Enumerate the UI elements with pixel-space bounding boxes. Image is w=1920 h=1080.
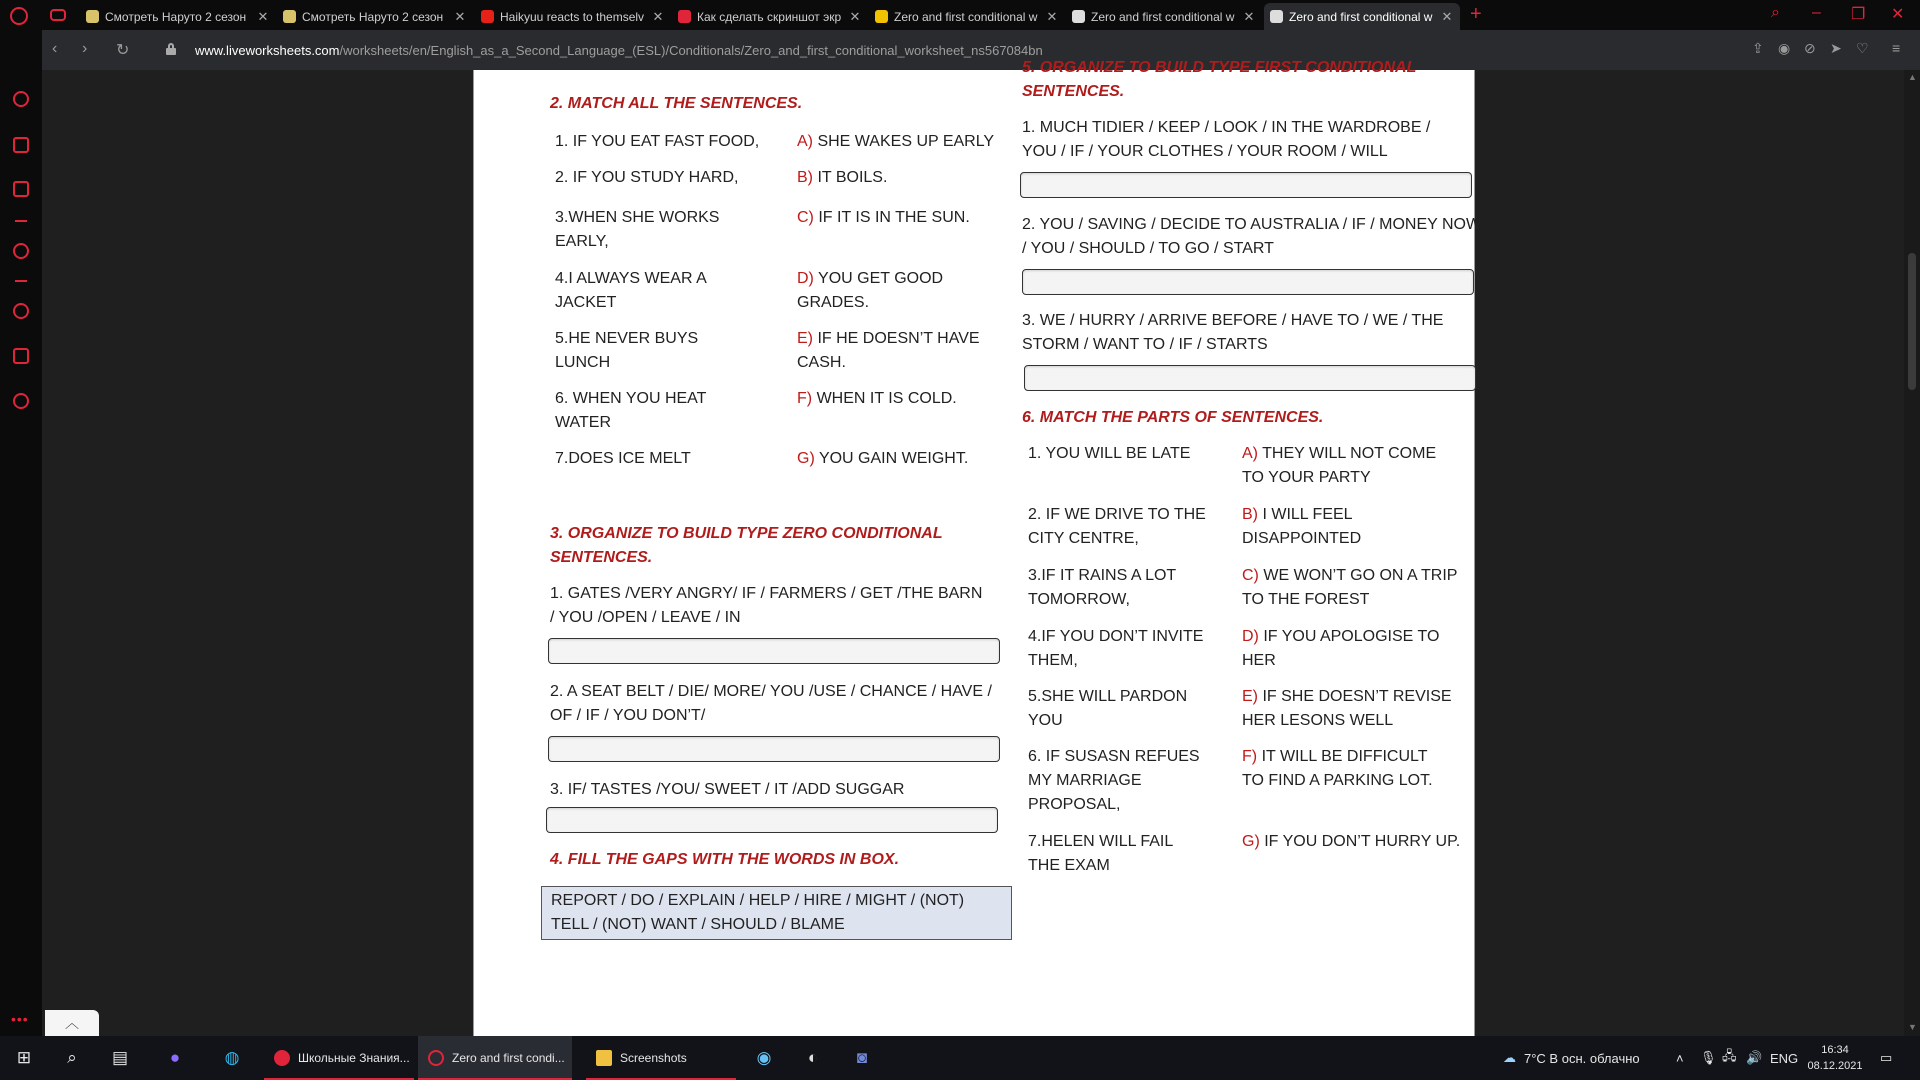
tab[interactable] [869,3,1065,30]
tab[interactable] [80,3,276,30]
sec6-right-4 [1242,625,1472,673]
option-letter: C) [797,209,814,226]
language-indicator[interactable]: ENG [1770,1050,1799,1066]
option-text: IT WILL BE DIFFICULT TO FIND A PARKING LOT. [1242,748,1433,789]
url-field[interactable] [195,43,1043,58]
sec2-right-7 [797,447,997,471]
opera-icon [428,1050,444,1066]
tab-active[interactable] [1264,3,1460,30]
tab-title: Zero and first conditional w [894,9,1038,24]
section6-title: 6. MATCH THE PARTS OF SENTENCES. [1022,409,1324,426]
sec2-right-3 [797,206,997,230]
taskbar-app-label: Screenshots [620,1051,687,1065]
tab-close-icon[interactable]: ✕ [257,8,269,24]
sec5-item-3: 3. WE / HURRY / ARRIVE BEFORE / HAVE TO / WE / THE STORM / WANT TO / IF / STARTS [1022,312,1444,353]
tab-close-icon[interactable]: ✕ [454,8,466,24]
sec3-item-1: 1. GATES /VERY ANGRY/ IF / FARMERS / GET /THE BARN / YOU /OPEN / LEAVE / IN [550,585,983,626]
twitch-icon[interactable] [13,181,29,197]
option-letter: D) [1242,628,1259,645]
tab[interactable] [475,3,671,30]
option-letter: F) [1242,748,1258,765]
sec2-left-2: 2. IF YOU STUDY HARD, [555,169,739,186]
discord-icon[interactable]: ◙ [856,1048,868,1067]
alice-assistant-icon[interactable]: ● [169,1048,181,1067]
tab-favicon-icon [678,10,691,23]
scroll-up-icon[interactable]: ▲ [1908,72,1917,82]
tab-title: Zero and first conditional w [1091,9,1235,24]
microphone-icon[interactable]: 🎙 [1700,1050,1717,1065]
url-host: www.liveworksheets.com [195,43,340,58]
answer-input[interactable] [1020,172,1472,198]
taskbar-app-active[interactable] [418,1036,572,1080]
sec2-left-1: 1. IF YOU EAT FAST FOOD, [555,133,760,150]
tab-title: Zero and first conditional w [1289,9,1433,24]
sec6-right-3 [1242,564,1462,612]
settings-icon[interactable] [13,393,29,409]
close-window-icon[interactable]: ✕ [1891,6,1905,23]
sec6-left-7: 7.HELEN WILL FAIL THE EXAM [1028,833,1173,874]
option-text: IF YOU DON’T HURRY UP. [1264,833,1461,850]
option-text: IF HE DOESN’T HAVE CASH. [797,330,980,371]
bookmark-heart-icon[interactable]: ♡ [1856,40,1869,56]
opera-menu-icon[interactable] [10,7,28,25]
option-letter: B) [1242,506,1258,523]
system-clock[interactable] [1800,1042,1870,1074]
option-letter: E) [1242,688,1258,705]
shopping-bag-icon[interactable] [13,137,29,153]
history-icon[interactable] [13,303,29,319]
tab-title: Смотреть Наруто 2 сезон [302,9,444,24]
sec6-left-6: 6. IF SUSASN REFUES MY MARRIAGE PROPOSAL, [1028,748,1200,813]
word-box: REPORT / DO / EXPLAIN / HELP / HIRE / MIGHT / (NOT) TELL / (NOT) WANT / SHOULD / BLAME [541,886,1012,940]
sec2-left-5: 5.HE NEVER BUYS LUNCH [555,330,699,371]
tab[interactable] [277,3,473,30]
taskbar-app[interactable] [264,1036,414,1080]
weather-cloud-icon: ☁ [1503,1050,1516,1065]
sec3-item-2: 2. A SEAT BELT / DIE/ MORE/ YOU /USE / CHANCE / HAVE / OF / IF / YOU DON’T/ [550,683,992,724]
option-text: THEY WILL NOT COME TO YOUR PARTY [1242,445,1437,486]
sec6-left-3: 3.IF IT RAINS A LOT TOMORROW, [1028,567,1176,608]
option-text: IF SHE DOESN’T REVISE HER LESONS WELL [1242,688,1452,729]
tab-title: Haikyuu reacts to themselv [500,9,645,24]
sec2-right-2 [797,166,997,190]
sidebar-divider [15,220,27,222]
scrollbar-thumb[interactable] [1908,253,1916,390]
option-letter: C) [1242,567,1259,584]
option-letter: D) [797,270,814,287]
sec5-item-2: 2. YOU / SAVING / DECIDE TO AUSTRALIA / IF / MONEY NOW / YOU / SHOULD / TO GO / START [1022,216,1482,257]
forward-icon[interactable]: › [82,40,88,57]
folder-icon [596,1050,612,1066]
sec6-left-2: 2. IF WE DRIVE TO THE CITY CENTRE, [1028,506,1206,547]
option-letter: E) [797,330,813,347]
tray-chevron-up-icon[interactable]: ˄ [1676,1050,1684,1066]
tab[interactable] [672,3,868,30]
worksheet [473,59,1482,1036]
answer-input[interactable] [1024,365,1476,391]
minimize-icon[interactable]: – [1812,4,1821,21]
sec6-right-2 [1242,503,1472,551]
answer-input[interactable] [546,807,998,833]
notifications-icon[interactable]: ▭ [1880,1050,1893,1065]
sidebar-divider [15,280,27,282]
answer-input[interactable] [548,736,1000,762]
tab-title: Смотреть Наруто 2 сезон [105,9,247,24]
network-icon[interactable]: 🖧 [1722,1048,1737,1063]
extensions-icon[interactable] [13,348,29,364]
sec2-left-7: 7.DOES ICE MELT [555,450,691,467]
back-icon[interactable]: ‹ [52,40,58,57]
url-path: /worksheets/en/English_as_a_Second_Language_(ESL)/Conditionals/Zero_and_first_conditional_worksheet_ns567084bn [339,43,1043,58]
tab-favicon-icon [875,10,888,23]
player-icon[interactable] [13,243,29,259]
tab-close-icon[interactable]: ✕ [1046,8,1058,24]
speed-dial-icon[interactable] [13,91,29,107]
search-icon[interactable]: ⌕ [67,1048,77,1067]
edge-icon[interactable]: ◍ [224,1048,240,1067]
tab-bar [0,0,1920,30]
sec6-right-7 [1242,830,1472,854]
clock-date: 08.12.2021 [1807,1060,1863,1072]
address-bar [42,30,1920,70]
section4-title: 4. FILL THE GAPS WITH THE WORDS IN BOX. [550,851,900,868]
option-letter: A) [1242,445,1258,462]
snapshot-icon[interactable]: ◉ [1778,40,1791,56]
tab-favicon-icon [1072,10,1085,23]
option-text: WHEN IT IS COLD. [816,390,957,407]
section5-title: 5. ORGANIZE TO BUILD TYPE FIRST CONDITIONAL SENTENCES. [1022,59,1417,100]
tab-favicon-icon [86,10,99,23]
sec2-right-5 [797,327,997,375]
tab-close-icon[interactable]: ✕ [1243,8,1255,24]
share-icon[interactable]: ⇪ [1752,40,1764,56]
task-view-icon[interactable]: ▤ [111,1048,129,1067]
sidebar-more-icon[interactable]: ••• [11,1011,29,1027]
section2-title: 2. MATCH ALL THE SENTENCES. [550,95,803,112]
sec2-right-1 [797,130,997,154]
sec6-left-4: 4.IF YOU DON’T INVITE THEM, [1028,628,1204,669]
taskbar-app-label: Школьные Знания... [298,1051,410,1065]
lock-icon [166,43,176,55]
sec6-left-1: 1. YOU WILL BE LATE [1028,445,1191,462]
windows-taskbar [0,1036,1920,1080]
clock-time: 16:34 [1821,1044,1849,1056]
tab-favicon-icon [481,10,494,23]
tab-close-icon[interactable]: ✕ [652,8,664,24]
option-letter: G) [797,450,815,467]
option-text: YOU GET GOOD GRADES. [797,270,944,311]
sec6-right-1 [1242,442,1462,490]
back-to-top-button[interactable] [45,1010,99,1036]
option-text: I WILL FEEL DISAPPOINTED [1242,506,1362,547]
sec2-right-6 [797,387,997,411]
taskbar-app[interactable] [586,1036,736,1080]
answer-input[interactable] [1022,269,1474,295]
page-viewport [42,59,1904,1036]
sec2-left-4: 4.I ALWAYS WEAR A JACKET [555,270,706,311]
restore-icon[interactable]: ❐ [1851,6,1866,23]
weather-text: 7°C В осн. облачно [1524,1050,1640,1066]
tab-close-icon[interactable]: ✕ [1441,8,1453,24]
option-letter: F) [797,390,813,407]
sidebar [0,30,42,1036]
chevron-up-icon: ︿ [65,1015,79,1031]
page-scrollbar[interactable] [1904,70,1920,1036]
sec5-item-1: 1. MUCH TIDIER / KEEP / LOOK / IN THE WARDROBE / YOU / IF / YOUR CLOTHES / YOUR ROOM / WILL [1022,119,1431,160]
sec2-left-6: 6. WHEN YOU HEAT WATER [555,390,707,431]
reload-icon[interactable]: ↻ [116,42,130,59]
sec6-right-5 [1242,685,1472,733]
tab-favicon-icon [1270,10,1283,23]
send-icon[interactable]: ➤ [1830,40,1842,56]
option-text: YOU GAIN WEIGHT. [818,450,969,467]
option-text: IT BOILS. [817,169,888,186]
new-tab-icon[interactable]: + [1470,3,1482,25]
windows-start-icon[interactable]: ⊞ [16,1048,32,1067]
option-text: IF YOU APOLOGISE TO HER [1242,628,1440,669]
sec6-right-6 [1242,745,1452,793]
obs-icon[interactable]: ◐ [807,1048,819,1067]
option-letter: A) [797,133,813,150]
taskbar-app-label: Zero and first condi... [452,1051,565,1065]
workspaces-icon[interactable] [50,9,66,21]
search-tabs-icon[interactable]: ⌕ [1771,4,1780,21]
volume-icon[interactable]: 🔊 [1746,1050,1763,1065]
tab-title: Как сделать скриншот экр [697,9,842,24]
tab-favicon-icon [283,10,296,23]
tab[interactable] [1066,3,1262,30]
option-letter: B) [797,169,813,186]
easy-setup-icon[interactable]: ≡ [1892,40,1901,56]
sec2-right-4 [797,267,957,315]
scroll-down-icon[interactable]: ▼ [1908,1022,1917,1032]
steam-icon[interactable]: ◉ [756,1048,772,1067]
adblock-icon[interactable]: ⊘ [1804,40,1816,56]
sec3-item-3: 3. IF/ TASTES /YOU/ SWEET / IT /ADD SUGGAR [550,781,905,798]
option-text: SHE WAKES UP EARLY [817,133,995,150]
yandex-icon [274,1050,290,1066]
sec2-left-3: 3.WHEN SHE WORKS EARLY, [555,209,720,250]
tab-close-icon[interactable]: ✕ [849,8,861,24]
answer-input[interactable] [548,638,1000,664]
option-letter: G) [1242,833,1260,850]
option-text: IF IT IS IN THE SUN. [818,209,970,226]
option-text: WE WON’T GO ON A TRIP TO THE FOREST [1242,567,1458,608]
weather-widget[interactable] [1503,1036,1640,1080]
sec6-left-5: 5.SHE WILL PARDON YOU [1028,688,1188,729]
section3-title: 3. ORGANIZE TO BUILD TYPE ZERO CONDITIONAL SENTENCES. [550,525,943,566]
